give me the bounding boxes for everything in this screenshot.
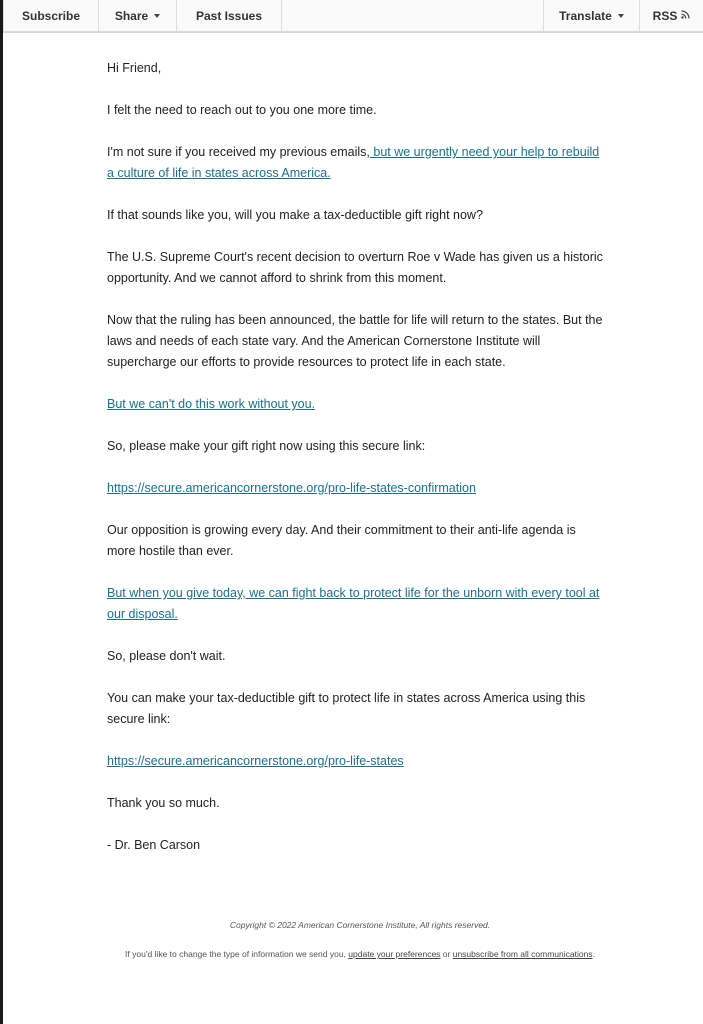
subscribe-label: Subscribe xyxy=(21,8,81,23)
past-issues-label: Past Issues xyxy=(195,8,263,23)
paragraph-ruling: Now that the ruling has been announced, the battle for life will return to the states. But the laws and needs of each state vary. And the American Cornerstone Institute will supercharge our efforts to provide resources to protect life in each state. xyxy=(107,313,603,369)
update-preferences-link[interactable]: update your preferences xyxy=(348,949,441,959)
past-issues-button[interactable] xyxy=(177,0,282,31)
archive-toolbar xyxy=(3,0,703,33)
paragraph-without-you xyxy=(107,394,607,415)
translate-label: Translate xyxy=(559,8,612,23)
rss-button[interactable] xyxy=(640,0,703,31)
paragraph-supreme-court: The U.S. Supreme Court's recent decision to overturn Roe v Wade has given us a historic opportunity. And we cannot afford to shrink from this moment. xyxy=(107,250,603,285)
without-you-link[interactable]: But we can't do this work without you. xyxy=(107,397,316,411)
rss-label: RSS xyxy=(652,8,678,23)
preferences-prefix: If you'd like to change the type of information we send you, xyxy=(125,949,349,959)
paragraph-link-states xyxy=(107,751,607,772)
paragraph-link-confirmation xyxy=(107,478,607,499)
greeting: Hi Friend, xyxy=(107,61,162,75)
previous-emails-text: I'm not sure if you received my previous emails, xyxy=(107,145,370,159)
unsubscribe-link[interactable]: unsubscribe from all communications xyxy=(452,949,593,959)
donation-states-link[interactable]: https://secure.americancornerstone.org/pro-life-states xyxy=(107,754,404,768)
paragraph-reach-out: I felt the need to reach out to you one more time. xyxy=(107,103,377,117)
period-text: . xyxy=(592,949,595,959)
window-frame-edge xyxy=(0,0,3,1024)
urgent-help-link[interactable]: but we urgently need your help to rebuild a culture of life in states across America. xyxy=(107,145,600,180)
or-text: or xyxy=(440,949,453,959)
translate-button[interactable] xyxy=(543,0,640,31)
email-footer xyxy=(60,920,660,961)
paragraph-thank-you: Thank you so much. xyxy=(107,796,220,810)
preferences-notice xyxy=(60,948,660,961)
chevron-down-icon xyxy=(618,14,624,18)
paragraph-fight-back xyxy=(107,583,607,625)
copyright-notice: Copyright © 2022 American Cornerstone Institute, All rights reserved. xyxy=(229,920,491,930)
signature: - Dr. Ben Carson xyxy=(107,838,201,852)
email-body xyxy=(107,58,607,877)
paragraph-gift-question: If that sounds like you, will you make a tax-deductible gift right now? xyxy=(107,208,483,222)
donation-confirmation-link[interactable]: https://secure.americancornerstone.org/pro-life-states-confirmation xyxy=(107,481,476,495)
paragraph-secure-link-intro: So, please make your gift right now using this secure link: xyxy=(107,439,426,453)
subscribe-button[interactable] xyxy=(3,0,99,31)
paragraph-tax-deductible: You can make your tax-deductible gift to protect life in states across America using this secure link: xyxy=(107,691,586,726)
share-button[interactable] xyxy=(99,0,177,31)
rss-icon xyxy=(681,10,690,22)
fight-back-link[interactable]: But when you give today, we can fight back to protect life for the unborn with every tool at our disposal. xyxy=(107,586,600,621)
chevron-down-icon xyxy=(154,14,160,18)
paragraph-opposition: Our opposition is growing every day. And their commitment to their anti-life agenda is more hostile than ever. xyxy=(107,523,576,558)
paragraph-previous-emails xyxy=(107,142,607,184)
share-label: Share xyxy=(114,8,149,23)
paragraph-dont-wait: So, please don't wait. xyxy=(107,649,226,663)
